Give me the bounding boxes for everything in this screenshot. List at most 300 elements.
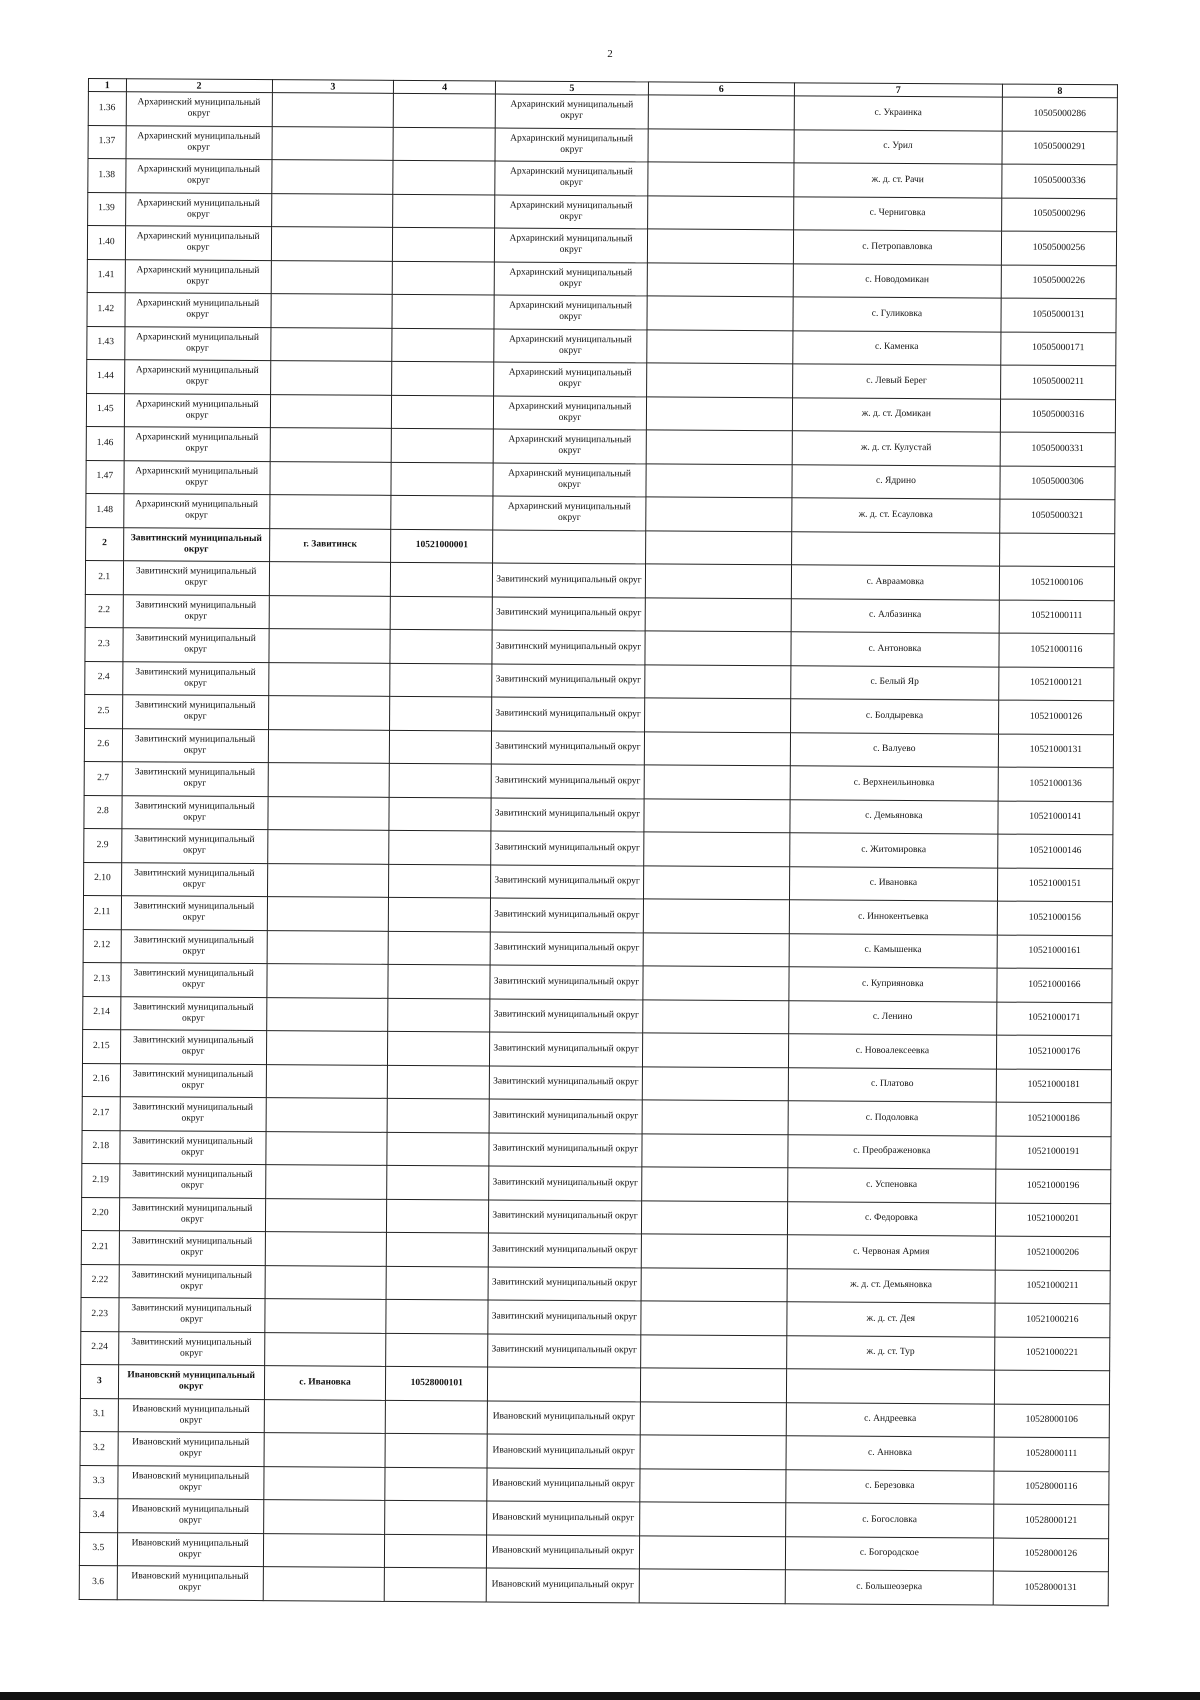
column-6-cell [643, 999, 789, 1033]
column-6-cell [642, 1100, 788, 1134]
row-number: 2.9 [84, 828, 122, 862]
settlement-code-cell: 10521000136 [998, 767, 1113, 801]
settlement-municipality-cell: Ивановский муниципальный округ [487, 1534, 640, 1568]
settlement-name-cell: с. Успеновка [788, 1168, 996, 1203]
settlement-municipality-cell: Завитинский муниципальный округ [488, 1233, 641, 1267]
municipality-cell: Завитинский муниципальный округ [120, 996, 266, 1030]
admin-center-cell [267, 863, 389, 897]
settlement-name-cell: с. Демьяновка [790, 799, 998, 834]
settlement-municipality-cell: Ивановский муниципальный округ [486, 1568, 639, 1602]
row-number: 1.36 [88, 92, 126, 126]
municipality-cell: Завитинский муниципальный округ [123, 527, 269, 561]
settlement-name-cell: с. Богословка [785, 1503, 993, 1538]
column-6-cell [645, 631, 791, 665]
row-number: 1.45 [86, 393, 124, 427]
admin-center-code-cell [386, 1266, 488, 1300]
row-number: 2.24 [81, 1331, 119, 1365]
municipality-cell: Завитинский муниципальный округ [123, 628, 269, 662]
column-6-cell [641, 1301, 787, 1335]
row-number: 2.4 [85, 661, 123, 695]
column-6-cell [641, 1267, 787, 1301]
municipality-cell: Архаринский муниципальный округ [125, 293, 271, 327]
admin-center-code-cell [389, 830, 491, 864]
settlement-name-cell: с. Черниговка [793, 196, 1001, 231]
settlement-name-cell: с. Федоровка [787, 1201, 995, 1236]
municipality-cell: Архаринский муниципальный округ [125, 226, 271, 260]
settlement-code-cell: 10505000331 [1000, 432, 1115, 466]
settlement-municipality-cell: Завитинский муниципальный округ [490, 931, 643, 965]
settlement-municipality-cell: Архаринский муниципальный округ [495, 194, 648, 228]
admin-center-cell [266, 1098, 388, 1132]
column-6-cell [640, 1401, 786, 1435]
column-6-cell [647, 229, 793, 263]
settlement-name-cell: с. Подоловка [788, 1101, 996, 1136]
settlement-name-cell: с. Преображеновка [788, 1134, 996, 1169]
row-number: 1.48 [86, 493, 124, 527]
admin-center-cell [270, 428, 392, 462]
row-number: 2.8 [84, 795, 122, 829]
admin-center-code-cell [389, 797, 491, 831]
row-number: 1.38 [88, 159, 126, 193]
municipality-cell: Архаринский муниципальный округ [124, 326, 270, 360]
admin-center-cell [270, 327, 392, 361]
settlement-municipality-cell: Завитинский муниципальный округ [489, 1199, 642, 1233]
settlement-name-cell: с. Березовка [786, 1469, 994, 1504]
column-6-cell [647, 262, 793, 296]
settlement-municipality-cell [493, 529, 646, 563]
admin-center-code-cell [393, 194, 495, 228]
admin-center-code-cell [393, 160, 495, 194]
settlement-municipality-cell: Завитинский муниципальный округ [491, 730, 644, 764]
admin-center-code-cell [388, 1065, 490, 1099]
municipality-cell: Завитинский муниципальный округ [122, 795, 268, 829]
municipality-cell: Завитинский муниципальный округ [122, 695, 268, 729]
settlement-municipality-cell: Архаринский муниципальный округ [493, 429, 646, 463]
settlement-name-cell: с. Анновка [786, 1436, 994, 1471]
settlement-name-cell: с. Антоновка [791, 632, 999, 667]
settlement-municipality-cell: Архаринский муниципальный округ [494, 362, 647, 396]
municipality-cell: Архаринский муниципальный округ [125, 259, 271, 293]
admin-center-cell [268, 729, 390, 763]
municipality-cell: Архаринский муниципальный округ [124, 360, 270, 394]
row-number: 2.2 [85, 594, 123, 628]
admin-center-cell [267, 964, 389, 998]
column-6-cell [646, 396, 792, 430]
admin-center-cell [265, 1232, 387, 1266]
admin-center-code-cell [393, 227, 495, 261]
admin-center-cell [265, 1165, 387, 1199]
settlement-municipality-cell: Завитинский муниципальный округ [488, 1333, 641, 1367]
municipality-cell: Завитинский муниципальный округ [122, 762, 268, 796]
settlement-municipality-cell: Завитинский муниципальный округ [492, 596, 645, 630]
admin-center-cell [268, 662, 390, 696]
column-6-cell [645, 597, 791, 631]
admin-center-cell [271, 294, 393, 328]
admin-center-cell [272, 93, 394, 127]
settlement-code-cell: 10505000336 [1002, 164, 1117, 198]
settlement-code-cell: 10521000171 [997, 1002, 1112, 1036]
admin-center-code-cell [392, 395, 494, 429]
row-number: 2.16 [82, 1063, 120, 1097]
column-6-cell [646, 430, 792, 464]
municipality-cell: Архаринский муниципальный округ [123, 494, 269, 528]
admin-center-code-cell [390, 696, 492, 730]
settlement-municipality-cell: Архаринский муниципальный округ [495, 161, 648, 195]
settlement-name-cell: с. Андреевка [786, 1402, 994, 1437]
municipality-cell: Завитинский муниципальный округ [119, 1264, 265, 1298]
admin-center-cell [264, 1399, 386, 1433]
settlement-code-cell: 10521000106 [999, 566, 1114, 600]
column-6-cell [646, 363, 792, 397]
settlement-code-cell: 10521000221 [994, 1337, 1109, 1371]
settlement-name-cell: с. Камышенка [789, 933, 997, 968]
settlements-table [79, 78, 1118, 1606]
column-6-cell [644, 832, 790, 866]
admin-center-cell [267, 930, 389, 964]
row-number: 2.6 [84, 728, 122, 762]
admin-center-cell [270, 394, 392, 428]
settlement-municipality-cell: Завитинский муниципальный округ [491, 764, 644, 798]
settlement-code-cell: 10521000156 [997, 901, 1112, 935]
settlement-municipality-cell: Завитинский муниципальный округ [488, 1266, 641, 1300]
admin-center-cell [266, 997, 388, 1031]
settlement-name-cell: с. Гуликовка [793, 297, 1001, 332]
settlement-municipality-cell: Архаринский муниципальный округ [494, 328, 647, 362]
column-6-cell [643, 932, 789, 966]
settlement-code-cell: 10521000146 [998, 834, 1113, 868]
settlement-name-cell: ж. д. ст. Есауловка [792, 498, 1000, 533]
municipality-cell: Завитинский муниципальный округ [121, 896, 267, 930]
column-6-cell [644, 731, 790, 765]
admin-center-code-cell [391, 462, 493, 496]
settlement-code-cell: 10528000131 [993, 1571, 1108, 1605]
admin-center-cell [271, 260, 393, 294]
settlement-municipality-cell: Архаринский муниципальный округ [495, 127, 648, 161]
settlement-municipality-cell: Завитинский муниципальный округ [491, 797, 644, 831]
settlement-code-cell: 10528000106 [994, 1404, 1109, 1438]
settlement-name-cell: с. Верхнеильиновка [790, 766, 998, 801]
admin-center-cell [264, 1299, 386, 1333]
admin-center-cell: г. Завитинск [269, 528, 391, 562]
settlement-code-cell: 10521000216 [995, 1303, 1110, 1337]
admin-center-cell: с. Ивановка [264, 1366, 386, 1400]
settlement-code-cell: 10521000211 [995, 1270, 1110, 1304]
column-6-cell [639, 1535, 785, 1569]
settlement-name-cell: с. Авраамовка [791, 565, 999, 600]
admin-center-code-cell [394, 93, 496, 127]
row-number: 2.7 [84, 761, 122, 795]
settlement-municipality-cell: Ивановский муниципальный округ [487, 1434, 640, 1468]
column-6-cell [647, 329, 793, 363]
settlement-municipality-cell: Завитинский муниципальный округ [492, 563, 645, 597]
admin-center-cell [271, 160, 393, 194]
settlement-municipality-cell: Архаринский муниципальный округ [493, 462, 646, 496]
row-number: 2.1 [85, 560, 123, 594]
admin-center-code-cell [387, 1199, 489, 1233]
settlement-municipality-cell: Завитинский муниципальный округ [491, 831, 644, 865]
row-number: 2.18 [82, 1130, 120, 1164]
settlement-municipality-cell: Завитинский муниципальный округ [492, 663, 645, 697]
row-number: 3.2 [80, 1431, 118, 1465]
admin-center-code-cell [385, 1500, 487, 1534]
municipality-cell: Архаринский муниципальный округ [125, 192, 271, 226]
admin-center-code-cell [392, 328, 494, 362]
settlement-code-cell: 10521000126 [998, 700, 1113, 734]
settlement-municipality-cell: Завитинский муниципальный округ [490, 998, 643, 1032]
settlement-municipality-cell: Архаринский муниципальный округ [494, 395, 647, 429]
admin-center-code-cell [392, 294, 494, 328]
settlement-code-cell: 10521000116 [999, 633, 1114, 667]
municipality-cell: Завитинский муниципальный округ [119, 1164, 265, 1198]
row-number: 2.14 [83, 996, 121, 1030]
settlement-code-cell: 10505000256 [1001, 231, 1116, 265]
settlement-municipality-cell: Завитинский муниципальный округ [488, 1300, 641, 1334]
column-header: 4 [394, 80, 496, 94]
scan-bottom-edge [0, 1692, 1200, 1700]
admin-center-cell [270, 361, 392, 395]
settlement-code-cell: 10505000171 [1001, 332, 1116, 366]
admin-center-code-cell [390, 596, 492, 630]
settlement-code-cell: 10521000186 [996, 1102, 1111, 1136]
row-number: 2.11 [83, 895, 121, 929]
page-number: 2 [607, 48, 613, 60]
municipality-cell: Завитинский муниципальный округ [119, 1130, 265, 1164]
admin-center-code-cell [387, 1232, 489, 1266]
settlement-name-cell: с. Ивановка [789, 866, 997, 901]
column-6-cell [645, 564, 791, 598]
settlement-municipality-cell: Завитинский муниципальный округ [492, 630, 645, 664]
municipality-cell: Завитинский муниципальный округ [121, 829, 267, 863]
row-number: 3 [80, 1364, 118, 1398]
settlement-code-cell: 10505000286 [1002, 97, 1117, 131]
admin-center-code-cell [386, 1333, 488, 1367]
column-6-cell [643, 899, 789, 933]
municipality-cell: Завитинский муниципальный округ [123, 594, 269, 628]
row-number: 2.20 [81, 1197, 119, 1231]
row-number: 3.5 [79, 1532, 117, 1566]
municipality-cell: Завитинский муниципальный округ [118, 1331, 264, 1365]
municipality-cell: Архаринский муниципальный округ [124, 393, 270, 427]
column-6-cell [645, 530, 791, 564]
settlement-name-cell: ж. д. ст. Тур [787, 1335, 995, 1370]
settlement-municipality-cell: Завитинский муниципальный округ [489, 1132, 642, 1166]
row-number: 2.12 [83, 929, 121, 963]
municipality-cell: Завитинский муниципальный округ [121, 929, 267, 963]
column-6-cell [647, 195, 793, 229]
row-number: 2.3 [85, 627, 123, 661]
admin-center-code-cell [392, 428, 494, 462]
column-header: 3 [272, 80, 394, 94]
settlement-name-cell: с. Платово [788, 1067, 996, 1102]
column-6-cell [648, 128, 794, 162]
row-number: 2.13 [83, 962, 121, 996]
column-header: 8 [1002, 84, 1117, 98]
column-6-cell [642, 1066, 788, 1100]
settlement-code-cell: 10505000211 [1000, 365, 1115, 399]
settlement-code-cell: 10521000151 [997, 868, 1112, 902]
settlement-municipality-cell: Завитинский муниципальный округ [490, 1032, 643, 1066]
settlement-municipality-cell: Ивановский муниципальный округ [487, 1467, 640, 1501]
row-number: 1.40 [87, 226, 125, 260]
settlement-code-cell: 10521000111 [999, 600, 1114, 634]
admin-center-cell [271, 227, 393, 261]
admin-center-code-cell [393, 127, 495, 161]
settlement-municipality-cell: Завитинский муниципальный округ [490, 898, 643, 932]
column-6-cell [639, 1569, 785, 1603]
admin-center-code-cell [387, 1132, 489, 1166]
admin-center-code-cell [391, 562, 493, 596]
column-6-cell [641, 1234, 787, 1268]
settlement-municipality-cell: Завитинский муниципальный округ [489, 1099, 642, 1133]
admin-center-cell [266, 1064, 388, 1098]
row-number: 1.42 [87, 292, 125, 326]
municipality-cell: Завитинский муниципальный округ [119, 1197, 265, 1231]
municipality-cell: Ивановский муниципальный округ [117, 1566, 263, 1600]
settlement-name-cell: с. Новодомикан [793, 263, 1001, 298]
settlement-name-cell: ж. д. ст. Домикан [792, 397, 1000, 432]
admin-center-cell [263, 1567, 385, 1601]
admin-center-cell [271, 193, 393, 227]
settlement-name-cell [791, 531, 999, 566]
municipality-cell: Завитинский муниципальный округ [120, 1063, 266, 1097]
admin-center-cell [267, 897, 389, 931]
row-number: 3.3 [80, 1465, 118, 1499]
admin-center-code-cell [388, 931, 490, 965]
admin-center-code-cell [391, 495, 493, 529]
row-number: 2.15 [82, 1029, 120, 1063]
settlement-code-cell [994, 1370, 1109, 1404]
settlement-code-cell: 10505000291 [1002, 131, 1117, 165]
column-header: 6 [648, 82, 794, 96]
settlement-municipality-cell: Завитинский муниципальный округ [491, 864, 644, 898]
admin-center-code-cell: 10521000001 [391, 529, 493, 563]
municipality-cell: Ивановский муниципальный округ [118, 1398, 264, 1432]
column-6-cell [648, 95, 794, 129]
row-number: 2.22 [81, 1264, 119, 1298]
admin-center-cell [266, 1031, 388, 1065]
admin-center-cell [272, 126, 394, 160]
admin-center-code-cell [389, 763, 491, 797]
settlement-code-cell: 10521000161 [997, 935, 1112, 969]
settlement-code-cell: 10521000201 [995, 1203, 1110, 1237]
municipality-cell: Ивановский муниципальный округ [118, 1432, 264, 1466]
row-number: 1.46 [86, 426, 124, 460]
admin-center-cell [269, 495, 391, 529]
admin-center-code-cell [390, 730, 492, 764]
admin-center-cell [264, 1332, 386, 1366]
column-header: 2 [126, 79, 272, 93]
column-6-cell [648, 162, 794, 196]
settlement-code-cell: 10505000316 [1000, 399, 1115, 433]
settlement-municipality-cell: Архаринский муниципальный округ [495, 228, 648, 262]
settlement-name-cell: с. Ядрино [792, 464, 1000, 499]
column-6-cell [640, 1435, 786, 1469]
admin-center-cell [265, 1198, 387, 1232]
settlement-name-cell: с. Белый Яр [791, 665, 999, 700]
settlement-municipality-cell [488, 1367, 641, 1401]
row-number: 3.4 [80, 1498, 118, 1532]
settlement-code-cell: 10521000166 [997, 968, 1112, 1002]
admin-center-code-cell [389, 864, 491, 898]
settlement-code-cell: 10505000306 [1000, 466, 1115, 500]
settlement-name-cell: ж. д. ст. Демьяновка [787, 1268, 995, 1303]
admin-center-cell [269, 595, 391, 629]
municipality-cell: Завитинский муниципальный округ [118, 1298, 264, 1332]
admin-center-code-cell [390, 629, 492, 663]
settlement-municipality-cell: Архаринский муниципальный округ [494, 261, 647, 295]
settlement-name-cell: с. Петропавловка [793, 230, 1001, 265]
settlement-name-cell: с. Албазинка [791, 598, 999, 633]
settlement-name-cell: с. Украинка [794, 96, 1002, 131]
column-6-cell [645, 664, 791, 698]
column-6-cell [642, 1033, 788, 1067]
row-number: 3.1 [80, 1398, 118, 1432]
settlement-code-cell: 10521000206 [995, 1236, 1110, 1270]
column-6-cell [640, 1334, 786, 1368]
admin-center-code-cell [388, 964, 490, 998]
column-6-cell [646, 497, 792, 531]
settlement-name-cell [786, 1369, 994, 1404]
municipality-cell: Завитинский муниципальный округ [122, 728, 268, 762]
admin-center-code-cell [385, 1567, 487, 1601]
row-number: 1.41 [87, 259, 125, 293]
settlement-code-cell: 10528000111 [994, 1437, 1109, 1471]
settlement-code-cell [999, 533, 1114, 567]
settlement-name-cell: с. Ленино [789, 1000, 997, 1035]
row-number: 2.19 [82, 1163, 120, 1197]
settlement-code-cell: 10521000176 [996, 1035, 1111, 1069]
settlement-municipality-cell: Завитинский муниципальный округ [489, 1166, 642, 1200]
admin-center-cell [267, 830, 389, 864]
settlement-name-cell: с. Болдыревка [790, 699, 998, 734]
admin-center-code-cell [387, 1098, 489, 1132]
settlement-code-cell: 10521000181 [996, 1069, 1111, 1103]
municipality-cell: Завитинский муниципальный округ [119, 1231, 265, 1265]
settlement-municipality-cell: Завитинский муниципальный округ [492, 697, 645, 731]
column-6-cell [641, 1200, 787, 1234]
admin-center-code-cell [387, 1165, 489, 1199]
column-6-cell [639, 1502, 785, 1536]
admin-center-code-cell [390, 663, 492, 697]
settlement-code-cell: 10505000226 [1001, 265, 1116, 299]
admin-center-code-cell: 10528000101 [386, 1366, 488, 1400]
row-number: 1.44 [87, 359, 125, 393]
municipality-cell: Ивановский муниципальный округ [118, 1365, 264, 1399]
settlement-code-cell: 10505000131 [1001, 298, 1116, 332]
settlement-name-cell: с. Иннокентьевка [789, 900, 997, 935]
admin-center-cell [270, 461, 392, 495]
column-6-cell [641, 1167, 787, 1201]
municipality-cell: Завитинский муниципальный округ [121, 963, 267, 997]
municipality-cell: Архаринский муниципальный округ [125, 159, 271, 193]
row-number: 1.39 [88, 192, 126, 226]
settlement-municipality-cell: Архаринский муниципальный округ [493, 496, 646, 530]
row-number: 1.47 [86, 460, 124, 494]
admin-center-cell [263, 1533, 385, 1567]
settlement-code-cell: 10505000296 [1001, 198, 1116, 232]
municipality-cell: Архаринский муниципальный округ [124, 460, 270, 494]
admin-center-code-cell [388, 998, 490, 1032]
municipality-cell: Ивановский муниципальный округ [117, 1465, 263, 1499]
settlement-name-cell: ж. д. ст. Дея [787, 1302, 995, 1337]
settlement-name-cell: с. Урил [794, 129, 1002, 164]
table-row [79, 1565, 1108, 1605]
column-6-cell [643, 865, 789, 899]
row-number: 2 [86, 527, 124, 561]
municipality-cell: Завитинский муниципальный округ [123, 561, 269, 595]
settlement-name-cell: с. Богородское [785, 1536, 993, 1571]
row-number: 2.23 [81, 1297, 119, 1331]
